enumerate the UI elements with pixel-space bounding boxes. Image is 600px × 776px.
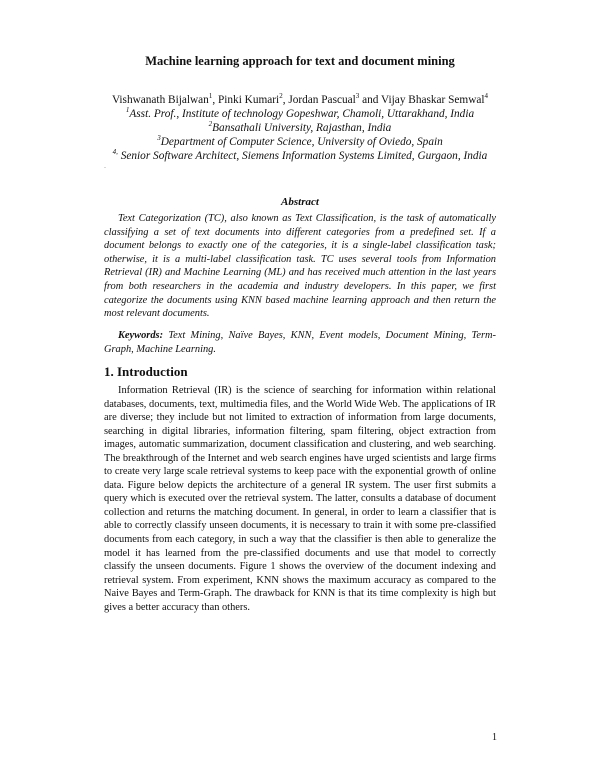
affiliation-4-text: Senior Software Architect, Siemens Information Systems Limited, Gurgaon, India: [117, 150, 488, 162]
paper-title: Machine learning approach for text and document mining: [145, 54, 455, 68]
affiliation-4: [0, 149, 600, 163]
author-4: and Vijay Bhaskar Semwal: [359, 94, 485, 106]
affiliation-3: [0, 135, 600, 149]
author-2: , Pinki Kumari: [212, 94, 280, 106]
keywords-label: Keywords:: [118, 330, 164, 341]
author-3: , Jordan Pascual: [282, 94, 356, 106]
abstract-text: Text Categorization (TC), also known as Text Classification, is the task of automatically classifying a set of text documents into different categories from a predefined set. If a document belongs to exactly one of the categories, it is a single-label classification task; otherwise, it is a multi-label classification task. TC uses several tools from Information Retrieval (IR) and Machine Learning (ML) and has received much attention in the last years from both researchers in the academia and industry developers. In this paper, we first categorize the documents using KNN based machine learning approach and then return the most relevant documents.: [104, 213, 496, 320]
affiliation-1-mark: 1: [125, 106, 130, 115]
author-1: Vishwanath Bijalwan: [111, 94, 209, 106]
affiliation-1-text: Asst. Prof., Institute of technology Gopeshwar, Chamoli, Uttarakhand, India: [129, 108, 475, 120]
introduction-paragraph: Information Retrieval (IR) is the science of searching for information within relational databases, documents, text, multimedia files, and the World Wide Web. The applications of IR are diverse; they include but not limited to extraction of information from large documents, searching in digital libraries, information filtering, spam filtering, object extraction from images, automatic summarization, document classification and clustering, and web searching. The breakthrough of the Internet and web search engines have urged scientists and large firms to create very large scale retrieval systems to keep pace with the exponential growth of online data. Figure below depicts the architecture of a general IR system. The user first submits a query which is executed over the retrieval system. The latter, consults a database of document collection and returns the matching document. In general, in order to learn a classifier that is able to correctly classify unseen documents, it is necessary to train it with some pre-classified documents from each category, in such a way that the classifier is then able to generalize the model it has learned from the pre-classified documents and use that model to correctly classify the unseen documents. Figure 1 shows the overview of the document indexing and retrieval system. From experiment, KNN shows the maximum accuracy as compared to the Naive Bayes and Term-Graph. The drawback for KNN is that its time complexity is high but gives a better accuracy than others.: [104, 385, 496, 613]
affiliation-2-text: Bansathali University, Rajasthan, India: [212, 122, 392, 134]
section-heading-introduction: 1. Introduction: [104, 364, 188, 379]
keywords-paragraph: [104, 329, 496, 356]
stray-mark: .: [104, 161, 106, 170]
author-3-mark: 3: [355, 92, 360, 101]
author-2-mark: 2: [279, 92, 283, 101]
keywords-text: Text Mining, Naïve Bayes, KNN, Event models, Document Mining, Term-Graph, Machine Learning.: [104, 330, 496, 355]
affiliation-3-text: Department of Computer Science, University of Oviedo, Spain: [160, 136, 443, 148]
author-4-mark: 4: [484, 92, 489, 101]
affiliation-2: [0, 121, 600, 135]
affiliation-3-mark: 3: [157, 134, 161, 143]
affiliation-4-mark: 4,: [112, 148, 118, 157]
affiliation-1: [0, 107, 600, 121]
author-line: [0, 93, 600, 107]
page-number: 1: [492, 732, 497, 743]
author-1-mark: 1: [208, 92, 213, 101]
abstract-heading: Abstract: [281, 196, 319, 208]
author-block: [0, 93, 600, 163]
affiliation-2-mark: 2: [208, 120, 213, 129]
